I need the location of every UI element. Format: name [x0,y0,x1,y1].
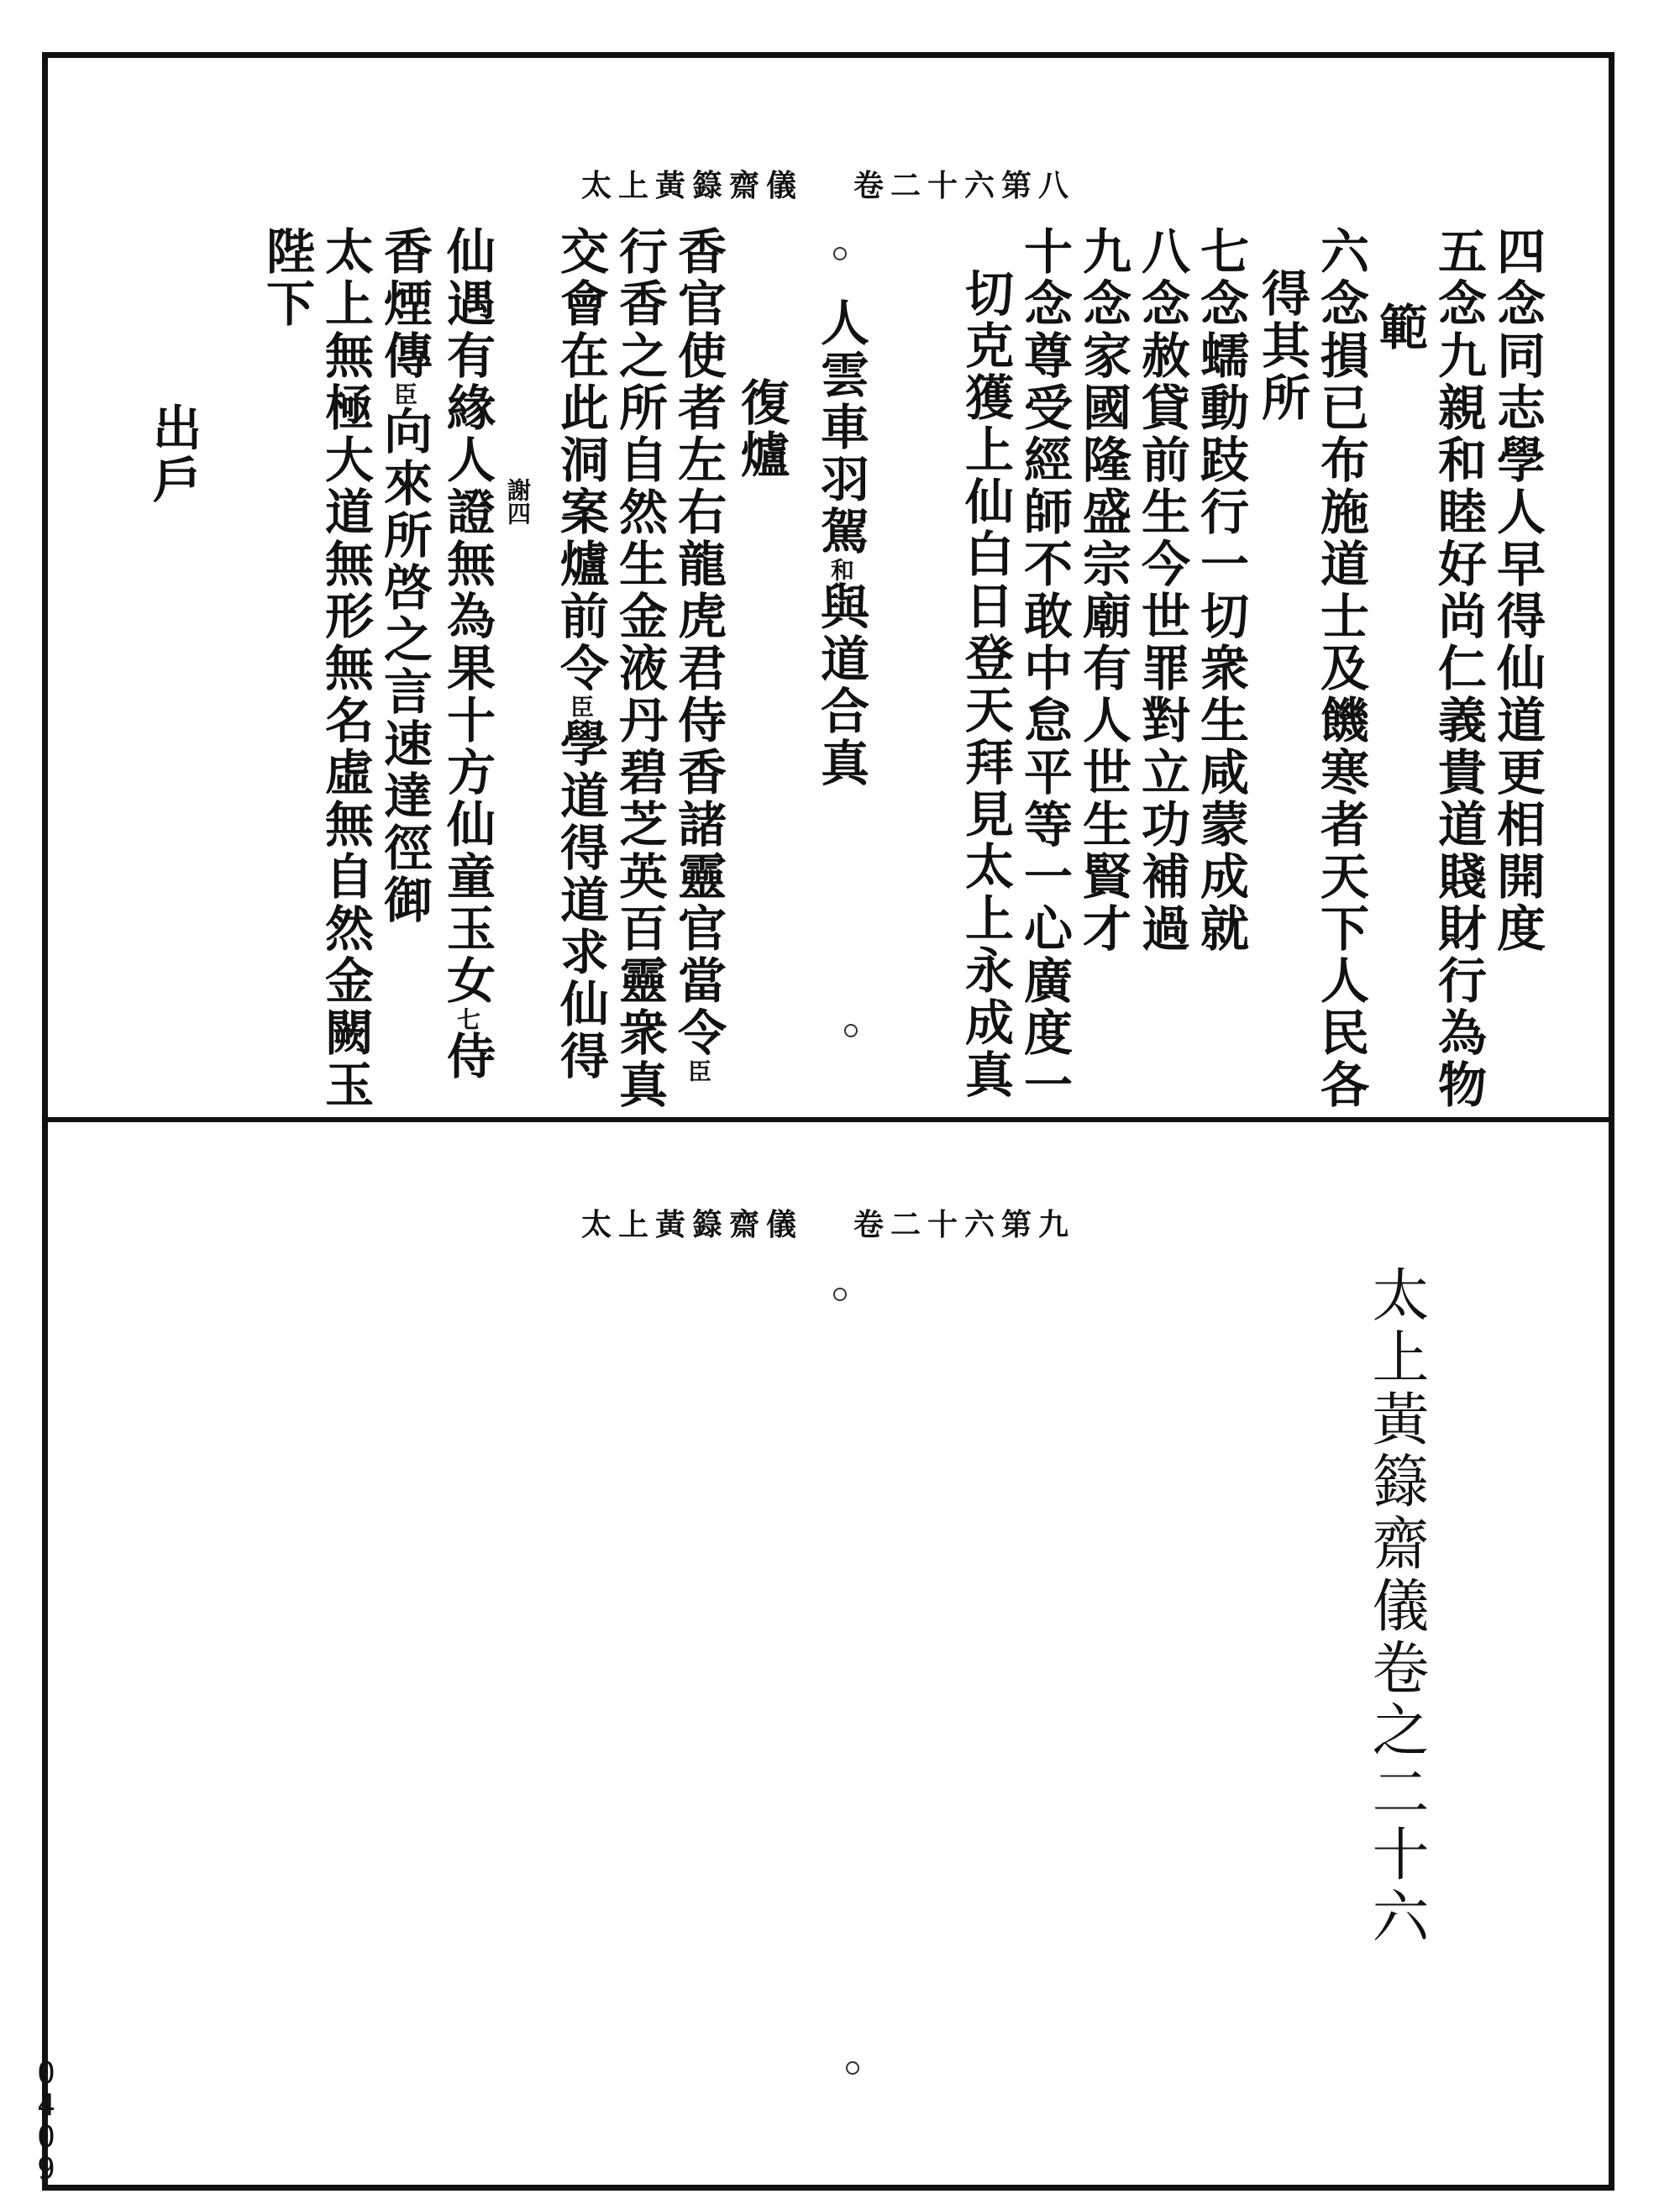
punch-hole-marker [833,247,847,260]
punch-hole-marker [833,1288,847,1301]
text-column: 切克獲上仙白日登天拜見太上永成真 [957,268,1014,1101]
text-column: 仙遇有緣人證無為果十方仙童玉女七侍 [438,226,496,1083]
interlinear-note: 臣 [391,382,418,406]
text-column: 香官使者左右龍虎君侍香諸靈官當令臣 [669,226,727,1083]
top-running-head-title: 太上黃籙齋儀 [580,168,803,203]
side-note: 謝四 [504,478,532,525]
text-column: 太上無極大道無形無名虛無自然金闕玉 [317,226,374,1111]
interlinear-note: 七 [454,1007,481,1031]
text-column: 六念損已布施道士及饑寒者天下人民各 [1312,226,1369,1111]
volume-end-title: 太上黃籙齋儀卷之二十六 [1362,1265,1429,1949]
text-column: 五念九親和睦好尚仁義貴道賤財行為物 [1430,226,1487,1111]
top-running-head-volume: 卷二十六第八 [853,168,1076,203]
text-column: 陛下 [258,226,315,330]
page-number: 0409 [37,2056,55,2186]
text-column: 八念赦貸前生今世罪對立功補過 [1133,226,1190,955]
text-column: 得其所 [1253,268,1310,424]
bottom-running-head-volume: 卷二十六第九 [853,1207,1076,1242]
text-column: 行香之所自然生金液丹碧芝英百靈衆真 [611,226,668,1111]
text-column: 出戶 [144,402,202,506]
punch-hole-marker [844,1024,858,1037]
bottom-running-head [48,1201,1609,1244]
bottom-panel [48,1122,1609,2185]
text-column: 交會在此洞案爐前令臣學道得道求仙得 [552,226,609,1083]
top-running-head [48,162,1609,205]
interlinear-note: 臣 [567,695,595,718]
punch-hole-marker [846,2061,859,2075]
text-column: 十念尊受經師不敢中怠平等一心廣度一 [1016,226,1073,1111]
text-column: 九念家國隆盛宗廟有人世生賢才 [1074,226,1131,955]
interlinear-note: 和 [827,558,855,581]
top-panel [48,58,1609,1117]
text-column: 四念同志學人早得仙道更相開度 [1488,226,1546,955]
text-column: 香煙傳臣向來所啓之言速達徑御 [375,226,433,926]
text-column: 七念蠕動跂行一切衆生咸蒙成就 [1192,226,1249,955]
text-column: 復爐 [732,377,790,481]
bottom-running-head-title: 太上黃籙齋儀 [580,1207,803,1242]
interlinear-note: 臣 [685,1059,712,1083]
text-column: 人雲車羽駕和與道合真 [812,297,869,790]
text-column: 範 [1371,302,1428,354]
